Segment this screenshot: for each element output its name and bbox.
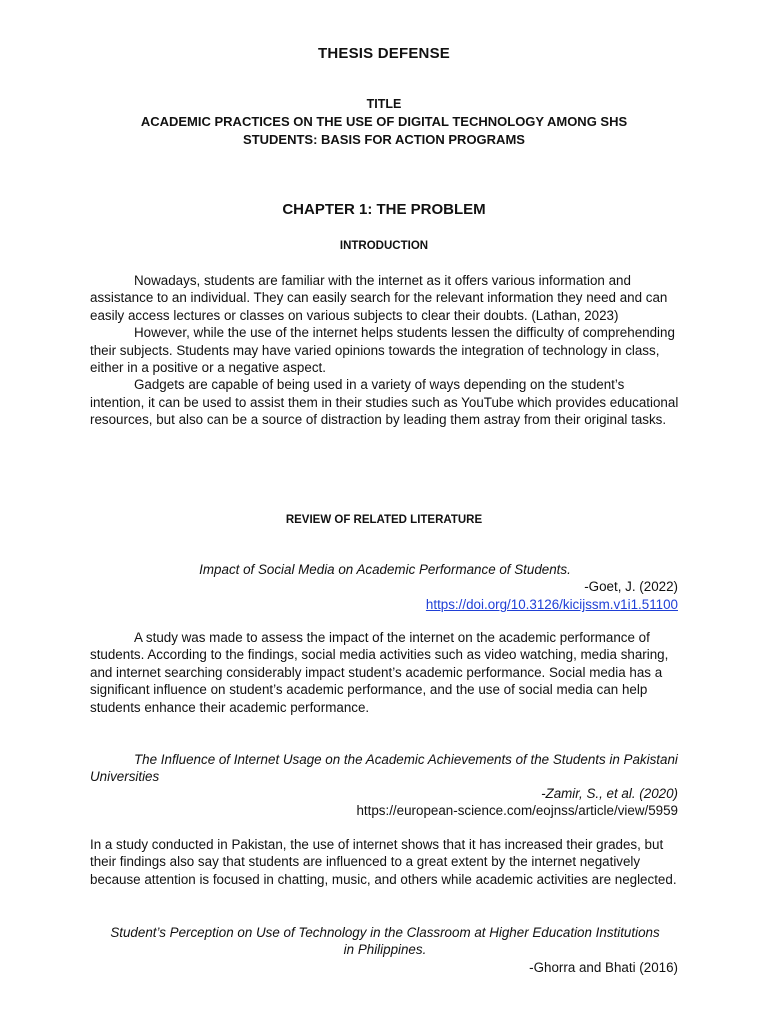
review-heading: REVIEW OF RELATED LITERATURE: [285, 514, 483, 526]
citation-summary-text: A study was made to assess the impact of the internet on the academic performance of students. According to the findings, social media activities such as video watching, media sharing, and internet searching considerably impact student’s academic performance. Social media has a significant influence on student’s academic performance, and the use of social media can help students enhance their academic performance.: [90, 630, 669, 715]
thesis-title: [90, 113, 678, 149]
citation-author: -Ghorra and Bhati (2016): [529, 960, 678, 975]
citation-title-text: The Influence of Internet Usage on the Academic Achievements of the Students in Pakistani Universities: [90, 752, 678, 785]
citation-title: Impact of Social Media on Academic Performance of Students.: [199, 562, 571, 577]
document-heading: THESIS DEFENSE: [318, 45, 450, 62]
citation-link-row: [90, 596, 678, 613]
citation-summary: [90, 629, 680, 716]
title-label: TITLE: [366, 97, 402, 111]
citation-author: -Goet, J. (2022): [584, 579, 678, 594]
introduction-paragraph: However, while the use of the internet helps students lessen the difficulty of comprehending their subjects. Students may have varied opinions towards the integration of technology in class, either in a positive or a negative aspect.: [90, 325, 675, 376]
citation-title: [90, 751, 680, 786]
citation-summary: [90, 836, 680, 888]
thesis-title-line-2: STUDENTS: BASIS FOR ACTION PROGRAMS: [243, 132, 525, 147]
introduction-paragraph: Nowadays, students are familiar with the internet as it offers various information and assistance to an individual. They can easily search for the relevant information they need and can easily access lectures or classes on various subjects to clear their doubts. (Lathan, 2023): [90, 273, 668, 323]
citation-title: Student’s Perception on Use of Technology in the Classroom at Higher Education Institutions in Philippines.: [110, 925, 660, 958]
chapter-title: CHAPTER 1: THE PROBLEM: [282, 201, 486, 218]
thesis-title-line-1: ACADEMIC PRACTICES ON THE USE OF DIGITAL TECHNOLOGY AMONG SHS: [140, 114, 628, 129]
citation-author: -Zamir, S., et al. (2020): [541, 786, 678, 801]
citation-url: https://european-science.com/eojnss/article/view/5959: [356, 803, 678, 818]
introduction-paragraph: Gadgets are capable of being used in a variety of ways depending on the student’s intention, it can be used to assist them in their studies such as YouTube which provides educational resources, but also can be a source of distraction by leading them astray from their original tasks.: [90, 377, 679, 428]
introduction-body: [90, 272, 680, 429]
introduction-heading: INTRODUCTION: [339, 240, 429, 252]
citation-summary-text: In a study conducted in Pakistan, the use of internet shows that it has increased their grades, but their findings also say that students are influenced to a great extent by the internet negatively because attention is focused in chatting, music, and others while academic activities are neglected.: [90, 837, 677, 887]
citation-link[interactable]: https://doi.org/10.3126/kicijssm.v1i1.51100: [425, 597, 678, 612]
